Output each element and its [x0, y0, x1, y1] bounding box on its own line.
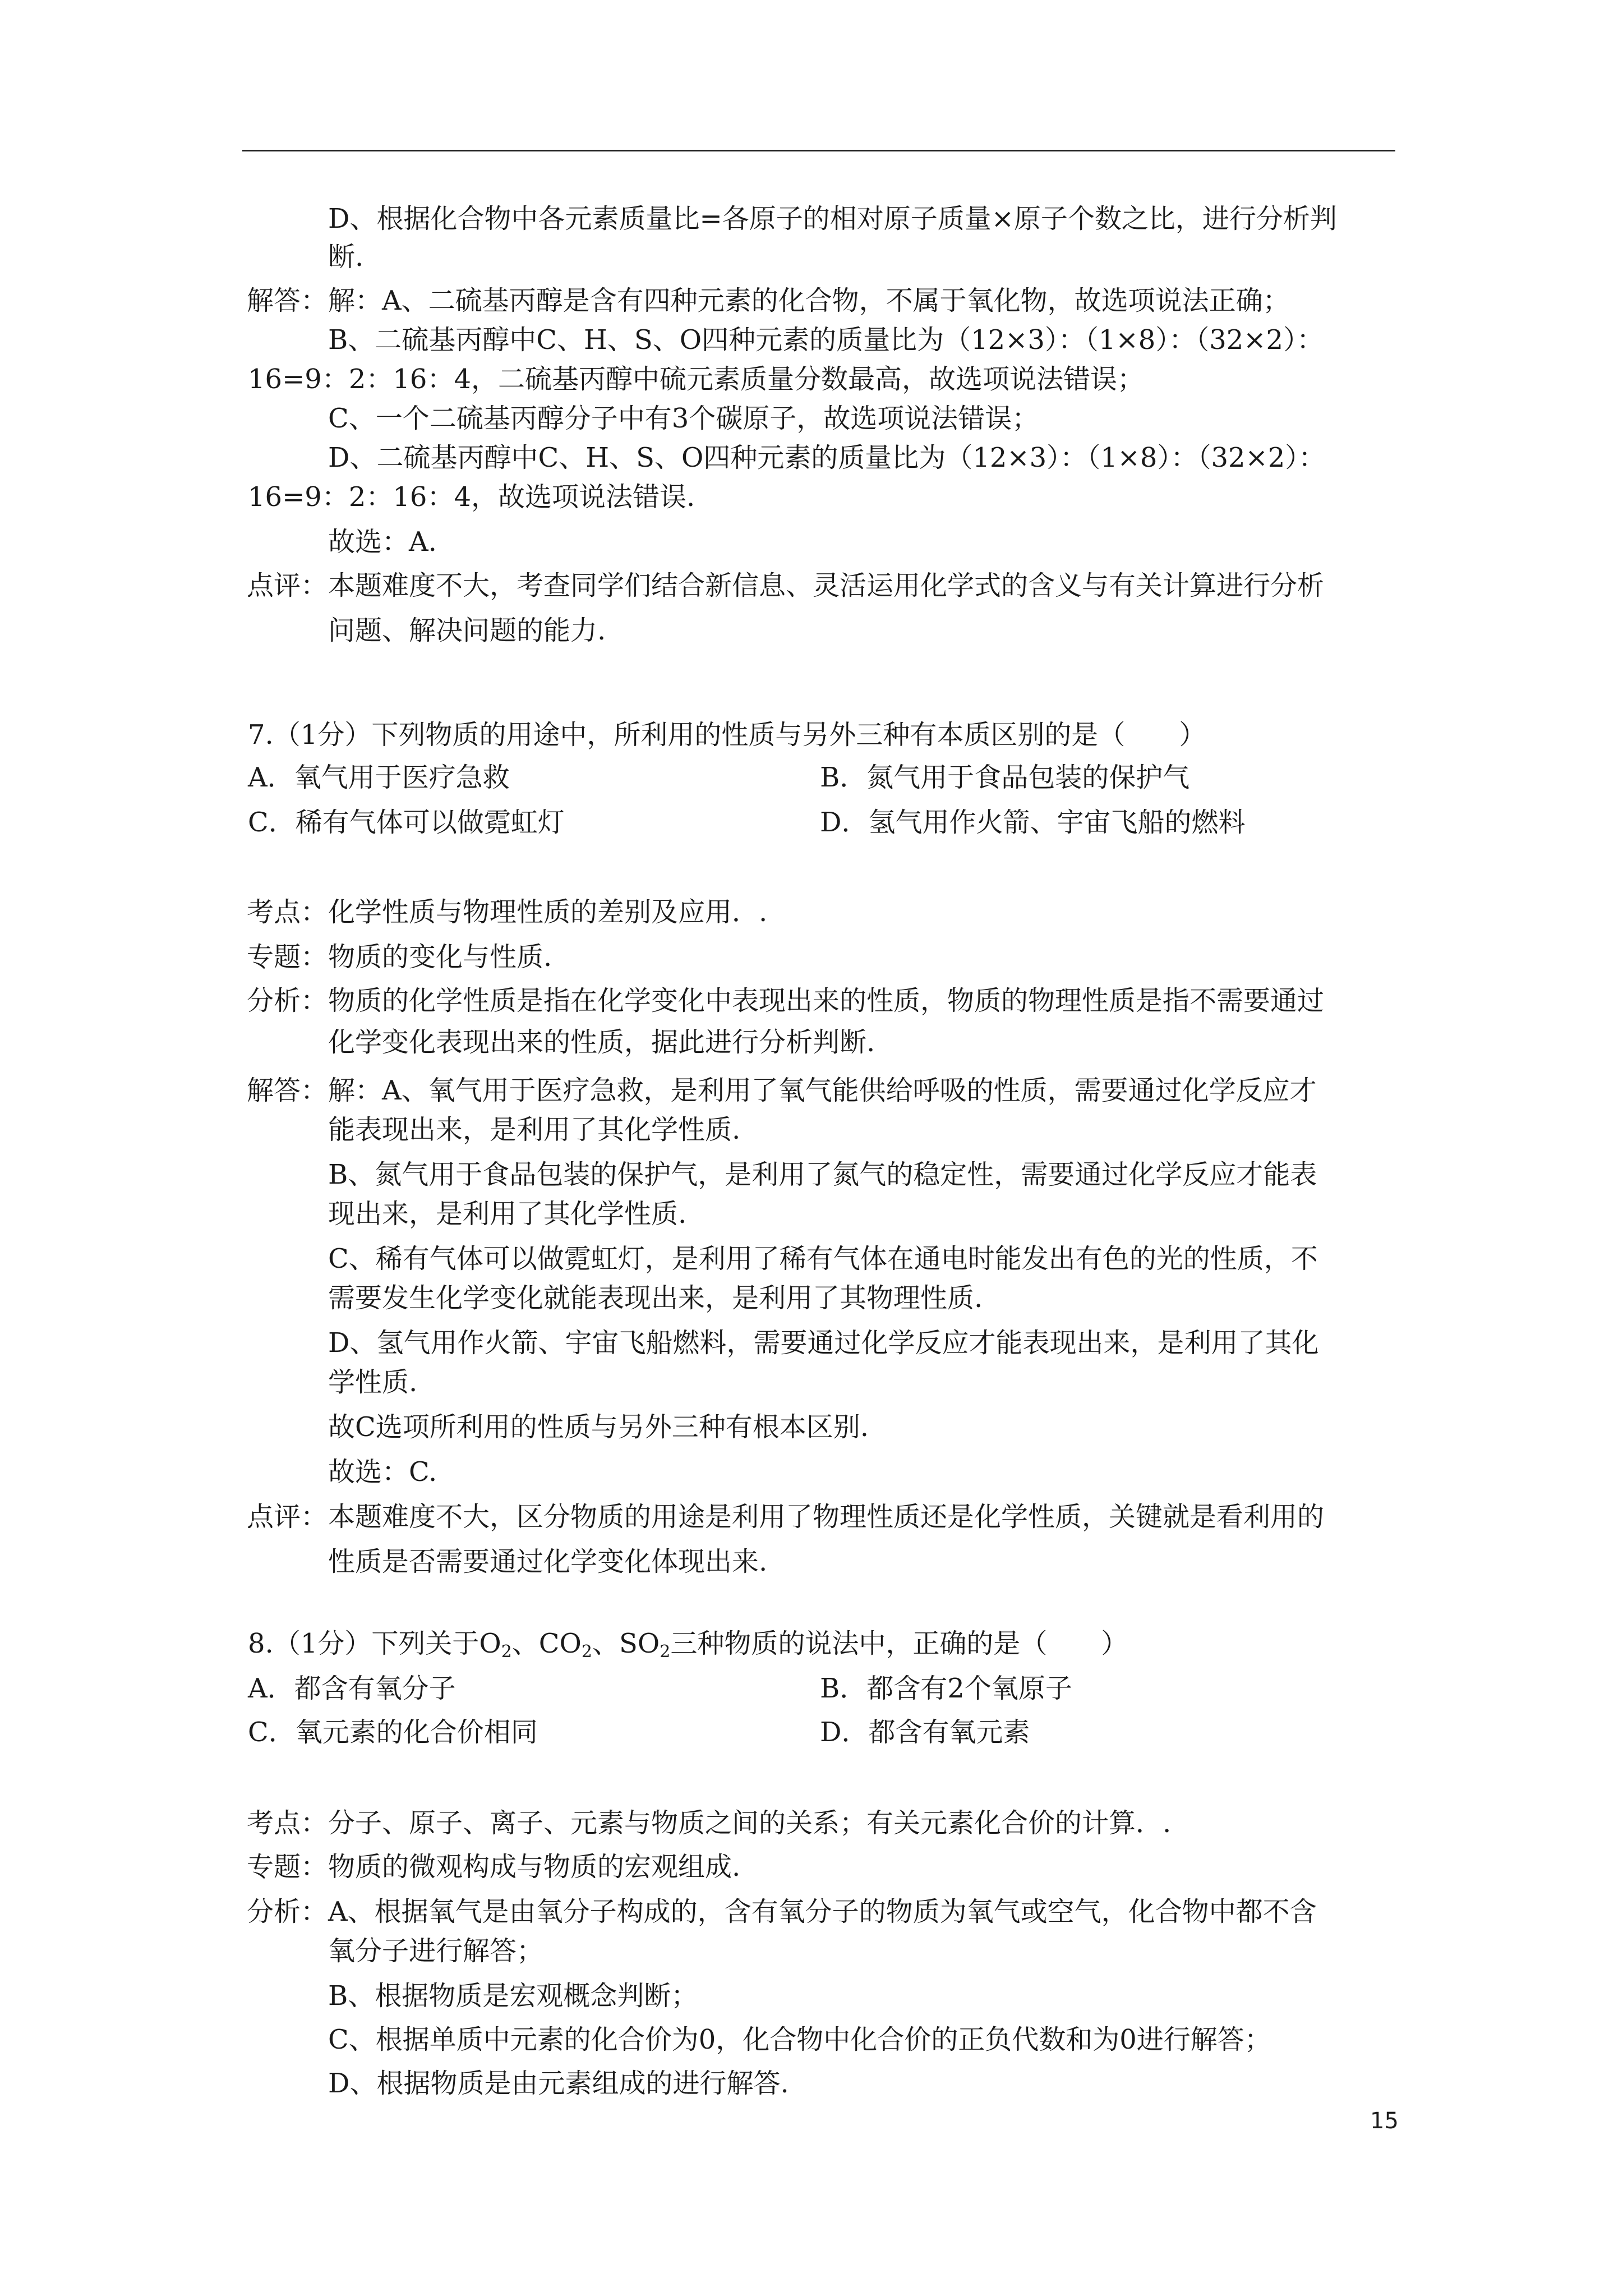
- q8-option-b: B．都含有2个氧原子: [820, 1673, 1072, 1704]
- comment-line1: 本题难度不大，考查同学们结合新信息、灵活运用化学式的含义与有关计算进行分析: [328, 570, 1325, 601]
- q7-fenxi-line1: 物质的化学性质是指在化学变化中表现出来的性质，物质的物理性质是指不需要通过: [328, 985, 1325, 1016]
- q8-stem: [248, 1627, 1128, 1660]
- q7-choose: 故选：C.: [328, 1456, 437, 1488]
- q7-answer-a-line1: 解：A、氧气用于医疗急救，是利用了氧气能供给呼吸的性质，需要通过化学反应才: [328, 1075, 1317, 1106]
- q8-kaodian: 分子、原子、离子、元素与物质之间的关系；有关元素化合价的计算．.: [328, 1807, 1172, 1839]
- q7-answer-b-line2: 现出来，是利用了其化学性质.: [328, 1198, 687, 1230]
- q7-fenxi-label: 分析：: [247, 985, 328, 1016]
- q7-answer-c-line1: C、稀有气体可以做霓虹灯，是利用了稀有气体在通电时能发出有色的光的性质，不: [328, 1243, 1318, 1274]
- answer-d-line2: 16=9：2：16：4，故选项说法错误.: [248, 481, 695, 513]
- q8-fenxi-line2: 氧分子进行解答；: [328, 1935, 544, 1967]
- q7-option-b: B．氮气用于食品包装的保护气: [820, 762, 1190, 793]
- answer-d-line1: D、二硫基丙醇中C、H、S、O四种元素的质量比为（12×3）：（1×8）：（32×2）：: [328, 442, 1326, 473]
- q8-fenxi-line1: A、根据氧气是由氧分子构成的，含有氧分子的物质为氧气或空气，化合物中都不含: [328, 1896, 1317, 1927]
- q8-stem-mid1: 、CO: [511, 1628, 582, 1659]
- comment-label: 点评：: [247, 570, 328, 601]
- q7-answer-d-line2: 学性质.: [328, 1366, 418, 1398]
- q7-option-d: D．氢气用作火箭、宇宙飞船的燃料: [820, 807, 1246, 838]
- q7-stem: 7.（1分）下列物质的用途中，所利用的性质与另外三种有本质区别的是（ ）: [248, 719, 1206, 751]
- comment-line2: 问题、解决问题的能力.: [328, 615, 606, 646]
- q7-zhuanti-label: 专题：: [247, 941, 328, 973]
- answer-a-line: 解：A、二硫基丙醇是含有四种元素的化合物，不属于氧化物，故选项说法正确；: [328, 285, 1290, 316]
- header-rule: [242, 150, 1395, 151]
- q8-fenxi-label: 分析：: [247, 1896, 328, 1927]
- q7-answer-c-line2: 需要发生化学变化就能表现出来，是利用了其物理性质.: [328, 1282, 983, 1314]
- q8-stem-prefix: 8.（1分）下列关于O: [248, 1628, 501, 1659]
- answer-b-line2: 16=9：2：16：4，二硫基丙醇中硫元素质量分数最高，故选项说法错误；: [248, 364, 1144, 395]
- q8-analysis-b: B、根据物质是宏观概念判断；: [328, 1980, 698, 2012]
- q8-stem-sub3: 2: [660, 1642, 671, 1662]
- q7-answer-d-line1: D、氢气用作火箭、宇宙飞船燃料，需要通过化学反应才能表现出来，是利用了其化: [328, 1327, 1319, 1359]
- q7-option-a: A．氧气用于医疗急救: [248, 762, 510, 793]
- q7-answer-a-line2: 能表现出来，是利用了其化学性质.: [328, 1114, 741, 1145]
- page-number: 15: [1370, 2108, 1399, 2134]
- q8-stem-suffix: 三种物质的说法中，正确的是（ ）: [670, 1628, 1128, 1659]
- q7-dianping-line2: 性质是否需要通过化学变化体现出来.: [328, 1546, 768, 1577]
- q8-stem-sub1: 2: [501, 1642, 512, 1662]
- answer-b-line1: B、二硫基丙醇中C、H、S、O四种元素的质量比为（12×3）：（1×8）：（32×2）：: [328, 324, 1324, 356]
- q8-analysis-c: C、根据单质中元素的化合价为0，化合物中化合价的正负代数和为0进行解答；: [328, 2024, 1271, 2055]
- q8-option-c: C．氧元素的化合价相同: [248, 1717, 538, 1748]
- q8-stem-mid2: 、SO: [592, 1628, 660, 1659]
- q7-option-c: C．稀有气体可以做霓虹灯: [248, 807, 565, 838]
- q7-jieda-label: 解答：: [247, 1075, 328, 1106]
- q8-stem-sub2: 2: [581, 1642, 592, 1662]
- q7-conclusion: 故C选项所利用的性质与另外三种有根本区别.: [328, 1411, 869, 1443]
- q7-dianping-label: 点评：: [247, 1501, 328, 1533]
- q8-zhuanti-label: 专题：: [247, 1851, 328, 1883]
- q7-fenxi-line2: 化学变化表现出来的性质，据此进行分析判断.: [328, 1027, 875, 1058]
- q7-answer-b-line1: B、氮气用于食品包装的保护气，是利用了氮气的稳定性，需要通过化学反应才能表: [328, 1159, 1317, 1190]
- q7-kaodian-label: 考点：: [247, 896, 328, 928]
- q7-zhuanti: 物质的变化与性质.: [328, 941, 552, 973]
- analysis-d-line2: 断.: [328, 241, 364, 273]
- analysis-d-line1: D、根据化合物中各元素质量比=各原子的相对原子质量×原子个数之比，进行分析判: [328, 203, 1337, 234]
- q7-dianping-line1: 本题难度不大，区分物质的用途是利用了物理性质还是化学性质，关键就是看利用的: [328, 1501, 1325, 1533]
- q8-analysis-d: D、根据物质是由元素组成的进行解答.: [328, 2068, 789, 2099]
- q7-kaodian: 化学性质与物理性质的差别及应用．.: [328, 896, 768, 928]
- answer-label: 解答：: [247, 285, 328, 316]
- q8-option-a: A．都含有氧分子: [248, 1673, 456, 1704]
- q8-option-d: D．都含有氧元素: [820, 1717, 1030, 1748]
- answer-choose: 故选：A.: [328, 526, 437, 558]
- q8-kaodian-label: 考点：: [247, 1807, 328, 1839]
- answer-c-line: C、一个二硫基丙醇分子中有3个碳原子，故选项说法错误；: [328, 403, 1039, 434]
- q8-zhuanti: 物质的微观构成与物质的宏观组成.: [328, 1851, 741, 1883]
